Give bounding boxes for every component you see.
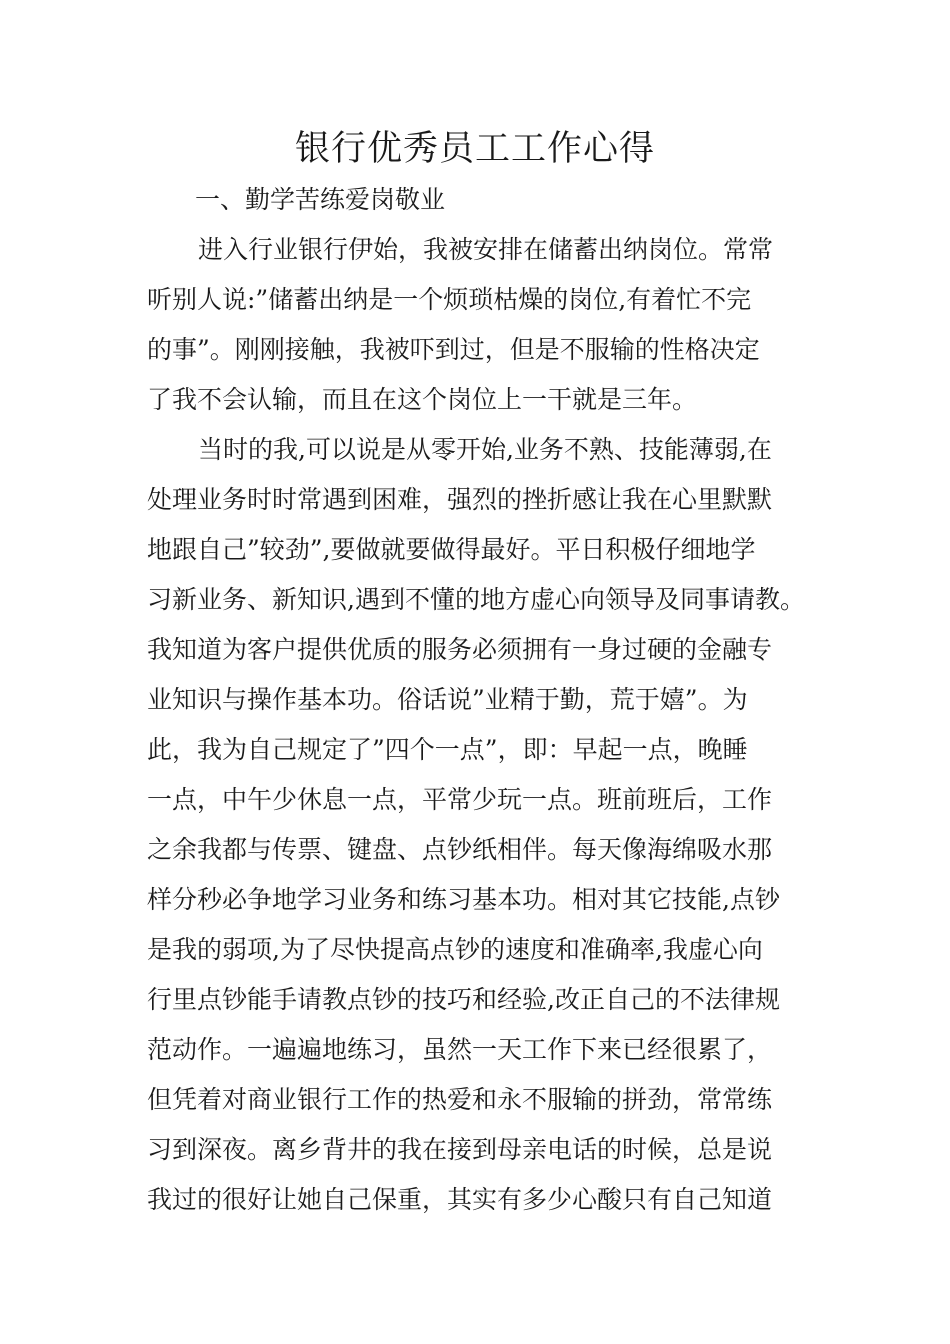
body-line: 但凭着对商业银行工作的热爱和永不服输的拼劲，常常练 [147, 1085, 773, 1114]
body-line: 一点，中午少休息一点，平常少玩一点。班前班后，工作 [147, 785, 773, 814]
body-line: 业知识与操作基本功。俗话说”业精于勤，荒于嬉”。为 [147, 685, 748, 714]
body-line: 地跟自己”较劲”,要做就要做得最好。平日积极仔细地学 [147, 535, 756, 564]
body-line: 是我的弱项,为了尽快提高点钞的速度和准确率,我虚心向 [147, 935, 763, 964]
body-line: 范动作。一遍遍地练习，虽然一天工作下来已经很累了， [147, 1035, 773, 1064]
body-line: 习到深夜。离乡背井的我在接到母亲电话的时候，总是说 [147, 1135, 773, 1164]
body-line: 我过的很好让她自己保重，其实有多少心酸只有自己知道 [147, 1185, 773, 1214]
body-line: 的事”。刚刚接触，我被吓到过，但是不服输的性格决定 [147, 335, 760, 364]
body-line: 习新业务、新知识,遇到不懂的地方虚心向领导及同事请教。 [147, 585, 805, 614]
body-line: 样分秒必争地学习业务和练习基本功。相对其它技能,点钞 [147, 885, 780, 914]
body-line: 处理业务时时常遇到困难，强烈的挫折感让我在心里默默 [147, 485, 773, 514]
body-line: 行里点钞能手请教点钞的技巧和经验,改正自己的不法律规 [147, 985, 780, 1014]
body-line: 此，我为自己规定了”四个一点”，即：早起一点，晚睡 [147, 735, 748, 764]
body-line: 进入行业银行伊始，我被安排在储蓄出纳岗位。常常 [198, 235, 774, 264]
body-line: 听别人说:”储蓄出纳是一个烦琐枯燥的岗位,有着忙不完 [147, 285, 752, 314]
body-line: 当时的我,可以说是从零开始,业务不熟、技能薄弱,在 [198, 435, 772, 464]
document-title: 银行优秀员工工作心得 [294, 129, 655, 169]
body-line: 我知道为客户提供优质的服务必须拥有一身过硬的金融专 [147, 635, 773, 664]
body-line: 了我不会认输，而且在这个岗位上一干就是三年。 [147, 385, 698, 414]
body-line: 之余我都与传票、键盘、点钞纸相伴。每天像海绵吸水那 [147, 835, 773, 864]
section-heading: 一、勤学苦练爱岗敬业 [195, 185, 446, 214]
